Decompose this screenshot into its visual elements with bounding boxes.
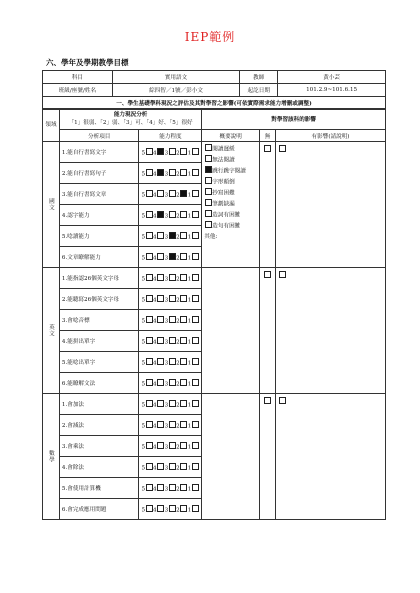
item-label: 2.會減法 <box>59 415 139 436</box>
level-checkbox-2[interactable] <box>180 316 187 323</box>
item-label: 6.文章瞭解能力 <box>59 247 139 268</box>
level-number: 5 <box>141 360 146 367</box>
level-checkbox-3[interactable] <box>169 421 176 428</box>
desc-header: 概要說明 <box>202 130 260 142</box>
has-checkbox[interactable] <box>279 397 286 404</box>
level-checkbox-1[interactable] <box>192 379 199 386</box>
assessment-note-text: 一、學生基礎學科現況之評估及其對學習之影響(可依實際需求能力增刪或調整) <box>116 101 312 107</box>
level-checkbox-4[interactable] <box>157 316 164 323</box>
domain-name: 國文 <box>43 142 60 268</box>
level-number: 1 <box>187 171 192 178</box>
level-number: 4 <box>153 444 157 451</box>
item-label: 2.能自行書寫句子 <box>59 163 139 184</box>
level-scale <box>139 415 202 436</box>
desc-label: 造詞有困難 <box>212 212 241 219</box>
domain-name: 數學 <box>43 394 60 520</box>
none-cell <box>260 394 276 520</box>
level-number: 3 <box>164 381 169 388</box>
level-number: 1 <box>187 234 192 241</box>
level-checkbox-5[interactable] <box>146 148 153 155</box>
level-checkbox-4[interactable] <box>157 253 164 260</box>
level-checkbox-3[interactable] <box>169 463 176 470</box>
level-checkbox-2[interactable] <box>180 337 187 344</box>
level-number: 4 <box>153 150 157 157</box>
level-scale <box>139 163 202 184</box>
level-number: 4 <box>153 423 157 430</box>
level-number: 5 <box>141 423 146 430</box>
level-number: 3 <box>164 150 169 157</box>
level-number: 2 <box>176 339 180 346</box>
item-label: 3.能自行書寫文章 <box>59 184 139 205</box>
level-number: 1 <box>187 423 192 430</box>
level-number: 1 <box>187 486 192 493</box>
level-checkbox-5[interactable] <box>146 211 153 218</box>
class-value: 綜四智／1號／彭小文 <box>112 84 240 97</box>
desc-item <box>204 188 257 199</box>
desc-checkbox[interactable] <box>205 210 212 217</box>
level-number: 2 <box>176 402 180 409</box>
level-number: 4 <box>153 234 157 241</box>
level-checkbox-1[interactable] <box>192 295 199 302</box>
level-checkbox-1[interactable] <box>192 421 199 428</box>
has-cell <box>276 268 386 394</box>
level-number: 3 <box>164 255 169 262</box>
level-checkbox-5[interactable] <box>146 442 153 449</box>
level-checkbox-3[interactable] <box>169 400 176 407</box>
table-row <box>43 394 386 415</box>
level-number: 1 <box>187 402 192 409</box>
desc-item <box>204 155 257 166</box>
level-number: 2 <box>176 360 180 367</box>
level-checkbox-2[interactable] <box>180 400 187 407</box>
level-number: 1 <box>187 276 192 283</box>
level-number: 3 <box>164 171 169 178</box>
level-number: 3 <box>164 402 169 409</box>
item-label: 1.會加法 <box>59 394 139 415</box>
desc-label: 筆劃缺漏 <box>212 201 235 208</box>
level-number: 3 <box>164 444 169 451</box>
level-checkbox-5[interactable] <box>146 463 153 470</box>
level-checkbox-3[interactable] <box>169 505 176 512</box>
level-checkbox-4[interactable] <box>157 337 164 344</box>
item-label: 4.能拼出單字 <box>59 331 139 352</box>
level-number: 5 <box>141 402 146 409</box>
level-scale <box>139 184 202 205</box>
level-checkbox-3[interactable] <box>169 274 176 281</box>
level-number: 3 <box>164 360 169 367</box>
domain-name: 英文 <box>43 268 60 394</box>
item-label: 5.唸讀能力 <box>59 226 139 247</box>
level-checkbox-3[interactable] <box>169 253 176 260</box>
level-number: 2 <box>176 234 180 241</box>
level-number: 2 <box>176 318 180 325</box>
impact-header: 對學習該科的影響 <box>202 109 386 130</box>
level-number: 2 <box>176 444 180 451</box>
level-checkbox-2[interactable] <box>180 505 187 512</box>
item-label: 3.會唸音標 <box>59 310 139 331</box>
level-checkbox-4[interactable] <box>157 400 164 407</box>
level-number: 4 <box>153 402 157 409</box>
level-number: 1 <box>187 381 192 388</box>
none-checkbox[interactable] <box>264 271 271 278</box>
level-checkbox-2[interactable] <box>180 190 187 197</box>
level-scale <box>139 436 202 457</box>
level-number: 3 <box>164 297 169 304</box>
level-checkbox-5[interactable] <box>146 400 153 407</box>
dates-label: 起訖日期 <box>240 84 278 97</box>
level-number: 4 <box>153 192 157 199</box>
level-checkbox-5[interactable] <box>146 169 153 176</box>
desc-item <box>204 144 257 155</box>
level-checkbox-4[interactable] <box>157 232 164 239</box>
level-checkbox-4[interactable] <box>157 148 164 155</box>
level-scale <box>139 268 202 289</box>
level-checkbox-3[interactable] <box>169 316 176 323</box>
level-checkbox-4[interactable] <box>157 211 164 218</box>
level-number: 4 <box>153 213 157 220</box>
page-title: IEP範例 <box>184 30 236 44</box>
level-number: 5 <box>141 192 146 199</box>
description-cell <box>202 142 260 268</box>
level-checkbox-2[interactable] <box>180 421 187 428</box>
level-number: 4 <box>153 276 157 283</box>
level-number: 1 <box>187 465 192 472</box>
has-header: 有影響(請說明) <box>276 130 386 142</box>
level-checkbox-4[interactable] <box>157 190 164 197</box>
item-label: 6.能瞭解文法 <box>59 373 139 394</box>
level-checkbox-2[interactable] <box>180 148 187 155</box>
level-number: 3 <box>164 192 169 199</box>
level-checkbox-1[interactable] <box>192 274 199 281</box>
level-header: 能力程度 <box>139 130 202 142</box>
level-number: 5 <box>141 339 146 346</box>
level-number: 2 <box>176 276 180 283</box>
level-checkbox-4[interactable] <box>157 169 164 176</box>
level-checkbox-4[interactable] <box>157 274 164 281</box>
level-number: 5 <box>141 276 146 283</box>
item-label: 6.會完成應用問題 <box>59 499 139 520</box>
level-number: 5 <box>141 465 146 472</box>
level-checkbox-3[interactable] <box>169 190 176 197</box>
desc-label: 造句有困難 <box>212 223 241 230</box>
has-cell <box>276 142 386 268</box>
level-number: 5 <box>141 444 146 451</box>
level-number: 2 <box>176 255 180 262</box>
level-number: 5 <box>141 297 146 304</box>
desc-item <box>204 221 257 232</box>
domain-header: 領域 <box>43 109 60 142</box>
level-checkbox-5[interactable] <box>146 337 153 344</box>
desc-checkbox[interactable] <box>205 221 212 228</box>
level-number: 3 <box>164 423 169 430</box>
level-checkbox-5[interactable] <box>146 358 153 365</box>
level-number: 5 <box>141 318 146 325</box>
level-number: 4 <box>153 465 157 472</box>
level-number: 4 <box>153 360 157 367</box>
desc-item <box>204 210 257 221</box>
level-number: 2 <box>176 507 180 514</box>
level-number: 4 <box>153 171 157 178</box>
teacher-value: 黃小芸 <box>278 71 386 84</box>
level-checkbox-2[interactable] <box>180 253 187 260</box>
subject-label: 科目 <box>43 71 113 84</box>
level-checkbox-5[interactable] <box>146 190 153 197</box>
level-number: 2 <box>176 381 180 388</box>
level-number: 4 <box>153 318 157 325</box>
header-table <box>42 70 386 110</box>
item-label: 4.認字能力 <box>59 205 139 226</box>
none-cell <box>260 268 276 394</box>
item-label: 1.能自行書寫文字 <box>59 142 139 163</box>
level-checkbox-1[interactable] <box>192 211 199 218</box>
desc-checkbox[interactable] <box>205 155 212 162</box>
level-checkbox-3[interactable] <box>169 148 176 155</box>
section-heading: 六、學年及學期教學目標 <box>46 58 129 67</box>
level-scale <box>139 226 202 247</box>
level-checkbox-5[interactable] <box>146 295 153 302</box>
table-row <box>43 268 386 289</box>
level-checkbox-5[interactable] <box>146 379 153 386</box>
level-scale <box>139 205 202 226</box>
level-checkbox-5[interactable] <box>146 232 153 239</box>
level-checkbox-5[interactable] <box>146 421 153 428</box>
level-checkbox-1[interactable] <box>192 505 199 512</box>
level-checkbox-3[interactable] <box>169 211 176 218</box>
level-checkbox-5[interactable] <box>146 274 153 281</box>
desc-checkbox[interactable] <box>205 144 212 151</box>
level-checkbox-5[interactable] <box>146 253 153 260</box>
level-checkbox-2[interactable] <box>180 274 187 281</box>
desc-label: 無法閱讀 <box>212 157 235 164</box>
level-checkbox-1[interactable] <box>192 190 199 197</box>
level-checkbox-1[interactable] <box>192 358 199 365</box>
level-number: 1 <box>187 192 192 199</box>
description-cell <box>202 394 260 520</box>
has-checkbox[interactable] <box>279 145 286 152</box>
desc-label: 抄寫困難 <box>212 190 235 197</box>
item-label: 5.會使用計算機 <box>59 478 139 499</box>
desc-item <box>204 166 257 177</box>
level-checkbox-4[interactable] <box>157 484 164 491</box>
level-checkbox-1[interactable] <box>192 463 199 470</box>
level-checkbox-5[interactable] <box>146 505 153 512</box>
level-checkbox-1[interactable] <box>192 442 199 449</box>
level-number: 2 <box>176 171 180 178</box>
level-number: 3 <box>164 234 169 241</box>
level-number: 4 <box>153 381 157 388</box>
ability-title: 能力現況分析 <box>113 112 148 118</box>
level-scale <box>139 310 202 331</box>
level-checkbox-2[interactable] <box>180 442 187 449</box>
item-label: 4.會除法 <box>59 457 139 478</box>
level-checkbox-1[interactable] <box>192 169 199 176</box>
level-number: 1 <box>187 444 192 451</box>
level-checkbox-2[interactable] <box>180 211 187 218</box>
level-number: 3 <box>164 276 169 283</box>
level-checkbox-1[interactable] <box>192 484 199 491</box>
level-checkbox-4[interactable] <box>157 463 164 470</box>
none-header: 無 <box>260 130 276 142</box>
level-number: 5 <box>141 507 146 514</box>
desc-other: 其他: <box>204 234 218 240</box>
level-number: 5 <box>141 213 146 220</box>
dates-value: 101.2.9~101.6.15 <box>278 84 386 97</box>
ability-header <box>59 109 201 130</box>
level-checkbox-3[interactable] <box>169 337 176 344</box>
none-checkbox[interactable] <box>264 145 271 152</box>
has-checkbox[interactable] <box>279 271 286 278</box>
level-checkbox-2[interactable] <box>180 232 187 239</box>
level-number: 1 <box>187 213 192 220</box>
level-checkbox-3[interactable] <box>169 232 176 239</box>
level-scale <box>139 247 202 268</box>
level-number: 2 <box>176 465 180 472</box>
level-number: 5 <box>141 171 146 178</box>
level-checkbox-1[interactable] <box>192 400 199 407</box>
level-number: 3 <box>164 213 169 220</box>
level-checkbox-2[interactable] <box>180 295 187 302</box>
assessment-table <box>42 108 386 520</box>
level-number: 1 <box>187 150 192 157</box>
level-scale <box>139 142 202 163</box>
item-label: 3.會乘法 <box>59 436 139 457</box>
level-number: 1 <box>187 318 192 325</box>
level-number: 3 <box>164 507 169 514</box>
level-checkbox-1[interactable] <box>192 253 199 260</box>
level-number: 1 <box>187 360 192 367</box>
level-checkbox-1[interactable] <box>192 148 199 155</box>
level-scale <box>139 457 202 478</box>
level-number: 2 <box>176 150 180 157</box>
level-number: 2 <box>176 213 180 220</box>
desc-label: 跳行跳字閱讀 <box>212 168 246 175</box>
table-row <box>43 142 386 163</box>
level-checkbox-4[interactable] <box>157 421 164 428</box>
level-number: 2 <box>176 192 180 199</box>
item-label: 5.能唸出單字 <box>59 352 139 373</box>
level-checkbox-3[interactable] <box>169 484 176 491</box>
level-number: 3 <box>164 465 169 472</box>
desc-checkbox[interactable] <box>205 199 212 206</box>
level-number: 4 <box>153 486 157 493</box>
class-label: 班級/座號/姓名 <box>43 84 113 97</box>
level-scale <box>139 352 202 373</box>
level-number: 5 <box>141 255 146 262</box>
level-checkbox-3[interactable] <box>169 358 176 365</box>
subject-value: 實用語文 <box>112 71 240 84</box>
level-scale <box>139 499 202 520</box>
level-checkbox-4[interactable] <box>157 295 164 302</box>
description-cell <box>202 268 260 394</box>
level-checkbox-4[interactable] <box>157 505 164 512</box>
level-checkbox-3[interactable] <box>169 169 176 176</box>
level-scale <box>139 289 202 310</box>
desc-checkbox[interactable] <box>205 188 212 195</box>
level-checkbox-3[interactable] <box>169 442 176 449</box>
level-number: 5 <box>141 150 146 157</box>
level-number: 2 <box>176 423 180 430</box>
level-number: 3 <box>164 486 169 493</box>
desc-checkbox[interactable] <box>205 177 212 184</box>
level-checkbox-5[interactable] <box>146 484 153 491</box>
desc-item <box>204 199 257 210</box>
level-checkbox-3[interactable] <box>169 295 176 302</box>
level-checkbox-1[interactable] <box>192 232 199 239</box>
level-checkbox-4[interactable] <box>157 379 164 386</box>
level-number: 4 <box>153 339 157 346</box>
level-checkbox-4[interactable] <box>157 358 164 365</box>
level-checkbox-1[interactable] <box>192 337 199 344</box>
level-checkbox-2[interactable] <box>180 463 187 470</box>
item-header: 分析項目 <box>59 130 139 142</box>
level-number: 2 <box>176 297 180 304</box>
level-checkbox-1[interactable] <box>192 316 199 323</box>
level-number: 5 <box>141 381 146 388</box>
ability-scale: 「1」很弱、「2」弱、「3」可、「4」好、「5」很好 <box>68 120 193 126</box>
level-number: 1 <box>187 507 192 514</box>
level-number: 5 <box>141 486 146 493</box>
level-number: 1 <box>187 339 192 346</box>
level-scale <box>139 394 202 415</box>
level-number: 1 <box>187 297 192 304</box>
desc-label: 閱讀遲緩 <box>212 146 235 153</box>
level-checkbox-2[interactable] <box>180 379 187 386</box>
level-scale <box>139 331 202 352</box>
level-checkbox-2[interactable] <box>180 169 187 176</box>
has-cell <box>276 394 386 520</box>
level-checkbox-2[interactable] <box>180 484 187 491</box>
level-number: 2 <box>176 486 180 493</box>
level-scale <box>139 373 202 394</box>
item-label: 2.能聽寫26個英文字母 <box>59 289 139 310</box>
level-checkbox-5[interactable] <box>146 316 153 323</box>
level-number: 1 <box>187 255 192 262</box>
desc-label: 字形顛倒 <box>212 179 235 186</box>
level-number: 5 <box>141 234 146 241</box>
level-checkbox-4[interactable] <box>157 442 164 449</box>
none-cell <box>260 142 276 268</box>
item-label: 1.能指認26個英文字母 <box>59 268 139 289</box>
desc-checkbox[interactable] <box>205 166 212 173</box>
level-checkbox-3[interactable] <box>169 379 176 386</box>
level-number: 4 <box>153 255 157 262</box>
level-number: 3 <box>164 318 169 325</box>
level-number: 3 <box>164 339 169 346</box>
level-checkbox-2[interactable] <box>180 358 187 365</box>
level-number: 4 <box>153 297 157 304</box>
level-number: 4 <box>153 507 157 514</box>
teacher-label: 教師 <box>240 71 278 84</box>
none-checkbox[interactable] <box>264 397 271 404</box>
desc-item <box>204 177 257 188</box>
level-scale <box>139 478 202 499</box>
